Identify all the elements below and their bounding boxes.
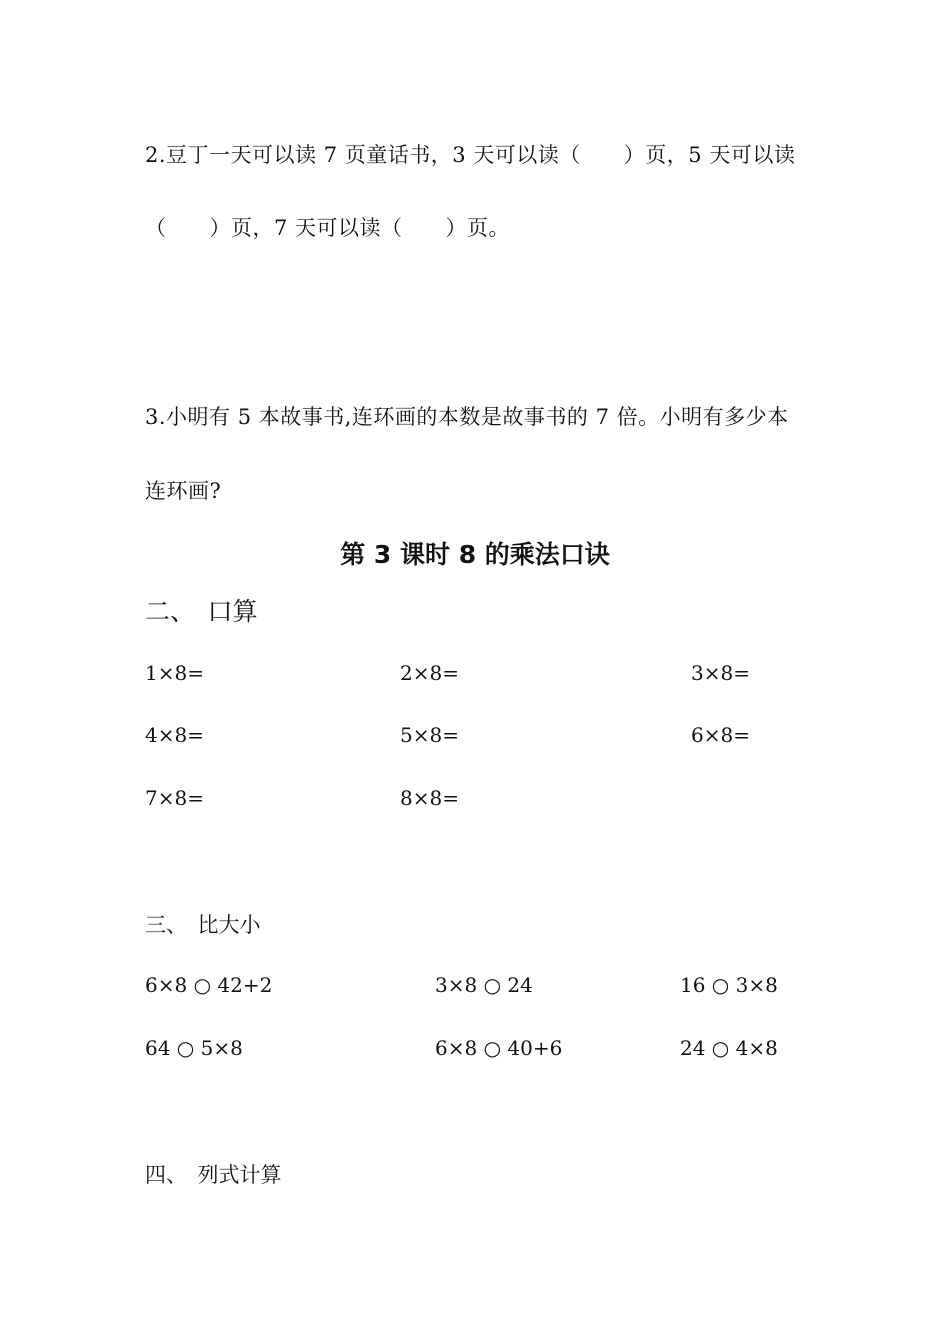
oral-calc-item: 5×8= <box>400 723 459 747</box>
list-calc-heading: 四、 列式计算 <box>145 1163 282 1187</box>
oral-calc-item: 1×8= <box>145 661 204 685</box>
problem-3-line-2: 连环画? <box>145 479 222 503</box>
compare-item: 24 ○ 4×8 <box>680 1036 778 1060</box>
oral-calc-heading: 二、 口算 <box>145 597 258 626</box>
oral-calc-item: 2×8= <box>400 661 459 685</box>
compare-item: 6×8 ○ 42+2 <box>145 973 273 997</box>
compare-item: 6×8 ○ 40+6 <box>435 1036 563 1060</box>
oral-calc-item: 4×8= <box>145 723 204 747</box>
compare-item: 3×8 ○ 24 <box>435 973 533 997</box>
compare-item: 64 ○ 5×8 <box>145 1036 243 1060</box>
oral-calc-item: 8×8= <box>400 786 459 810</box>
oral-calc-item: 3×8= <box>691 661 750 685</box>
problem-2-line-1: 2.豆丁一天可以读 7 页童话书，3 天可以读（ ）页，5 天可以读 <box>145 143 796 167</box>
lesson-title: 第 3 课时 8 的乘法口诀 <box>340 540 610 569</box>
compare-item: 16 ○ 3×8 <box>680 973 778 997</box>
oral-calc-item: 6×8= <box>691 723 750 747</box>
oral-calc-item: 7×8= <box>145 786 204 810</box>
problem-3-line-1: 3.小明有 5 本故事书,连环画的本数是故事书的 7 倍。小明有多少本 <box>145 405 789 429</box>
compare-heading: 三、 比大小 <box>145 913 261 937</box>
problem-2-line-2: （ ）页，7 天可以读（ ）页。 <box>145 216 511 240</box>
